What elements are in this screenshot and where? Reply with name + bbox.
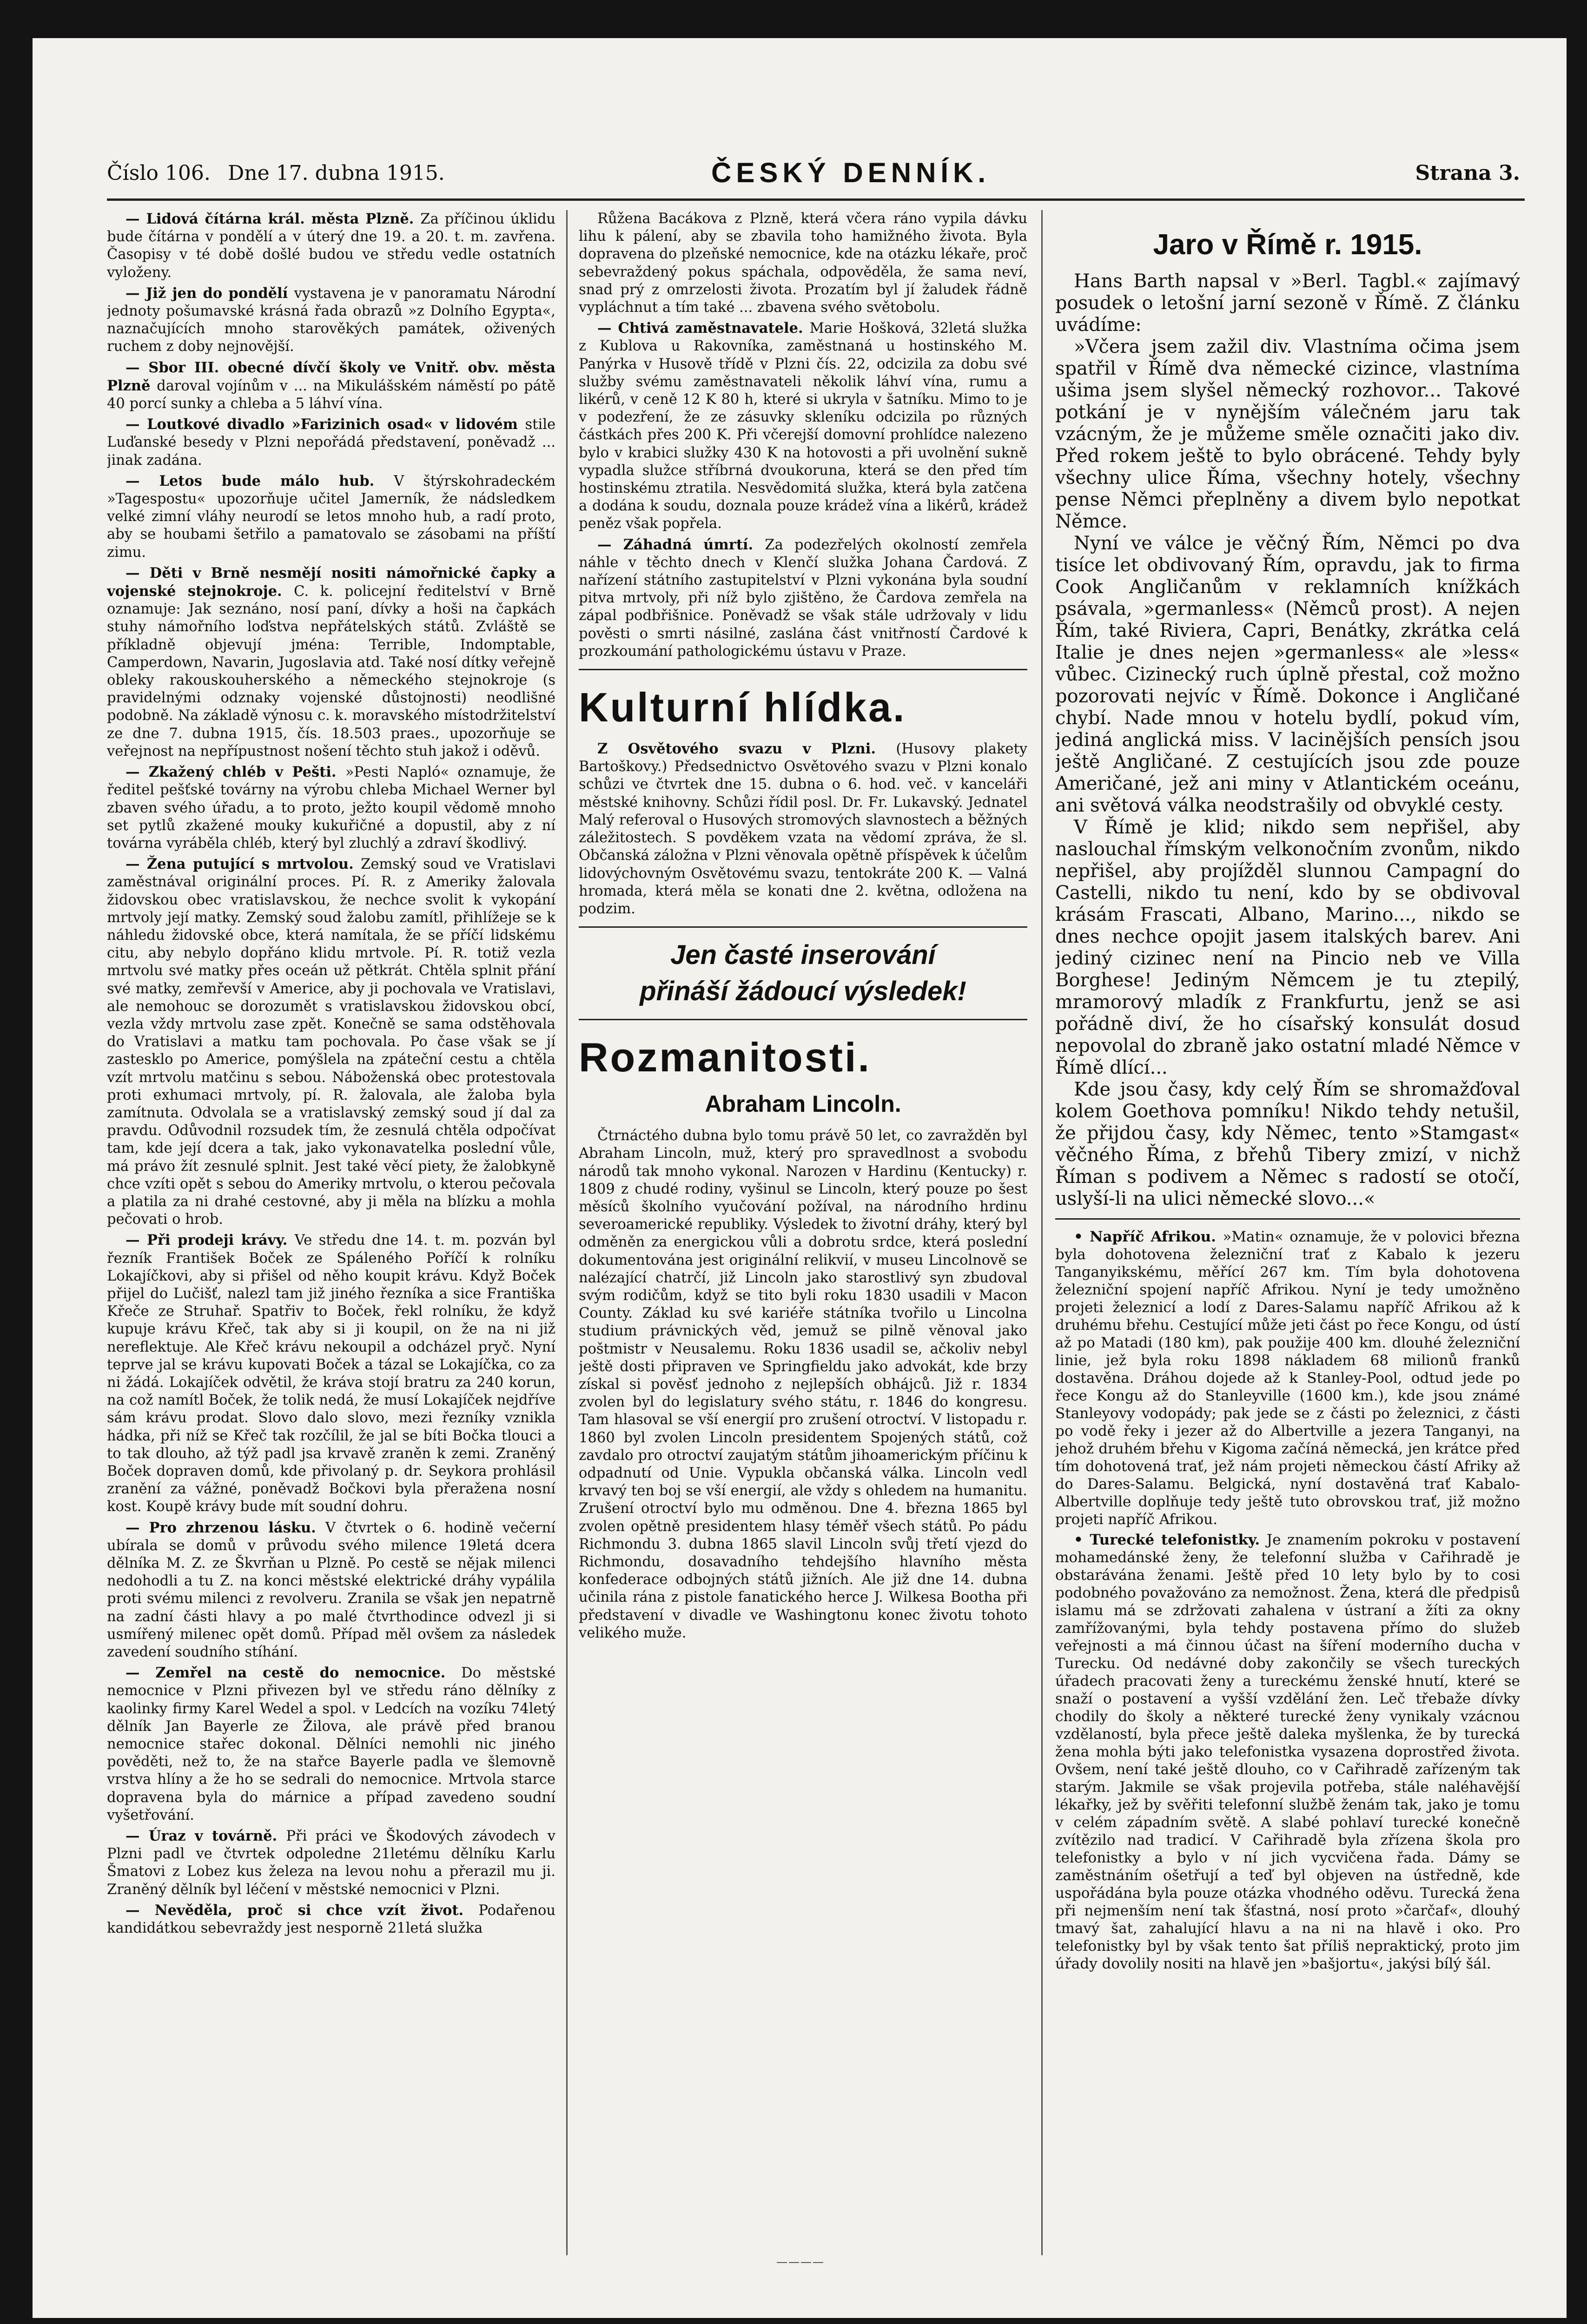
lincoln-article: Čtrnáctého dubna bylo tomu právě 50 let, co zavražděn byl Abraham Lincoln, muž, který pro spravedlnost a svobodu národů tak mnoho vykonal. Narozen v Hardinu (Kentucky) r. 1809 z chudé rodiny, vyšinul se Lincoln, který pouze po šest měsíců školního vyučování požíval, na národního hrdinu severoamerické republiky. Výsledek to životní dráhy, který byl odměněn za energickou vůli a dobrotu srdce, která poslední dokumentována jest originální relikvií, v museu Lincolnově se nalézající chatrčí, již Lincoln jako starostlivý syn zbudoval svým rodičům, když se tito byli roku 1830 usadili v Macon County. Základ ku své kariéře státníka tvořilo u Lincolna studium právnických věd, jemuž se pilně věnoval jako poštmistr v Neusalemu. Roku 1836 usadil se, ačkoliv nebyl ještě dosti připraven ve Springfieldu jako advokát, kde brzy získal si pověsť jednoho z nejlepších obhájců. Již r. 1834 zvolen byl do legislatury svého státu, r. 1846 do kongresu. Tam hlasoval se vší energií pro zrušení otroctví. V listopadu r. 1860 byl zvolen Lincoln presidentem Spojených států, což zavdalo pro otroctví zaujatým státům jihoamerickým příčinu k odpadnutí od Unie. Vypukla občanská válka. Lincoln vedl krvavý ten boj se vší energií, ale vždy s ohledem na humanitu. Zrušení otroctví bylo mu odměnou. Dne 4. března 1865 byl zvolen opětně presidentem hlasy téměř všech států. Po pádu Richmondu 3. dubna 1865 slavil Lincoln svůj třetí vjezd do Richmondu, dosavadního tehdejšího hlavního města konfederace odbojných států jižních. Ale již dne 14. dubna učinila rána z pistole fanatického herce J. Wilkesa Bootha při představení v divadle ve Washingtonu konec životu tohoto velikého muže. bbox=[579, 1128, 1027, 1641]
news-item-list bbox=[107, 210, 555, 1937]
divider bbox=[579, 669, 1027, 670]
news-item-text: Marie Hošková, 32letá služka z Kublova u Rakovníka, zaměstnaná u hostinského M. Panýrka v Husově třídě v Plzni čís. 22, odcizila za dobu své služby svému zaměstnavateli několik láhví vína, rumu a likérů, v ceně 12 K 80 h, které si ukryla v šatníku. Mimo to je v podezření, že ze zásuvky skleníku odcizila po různých částkách přes 200 K. Při včerejší domovní prohlídce nalezeno bylo v krabici služky 430 K na hotovosti a při uvolnění sukně vypadla služce stříbrná dvoukoruna, která se den před tím hostinskému ztratila. Nesvědomitá služka, která byla zatčena a dodána k soudu, doznala pouze krádež vína a likérů, krádež peněz však popřela. bbox=[579, 320, 1027, 532]
news-item-text: Je znamením pokroku v postavení mohamedánské ženy, že telefonní služba v Cařihradě je obstarávána ženami. Ještě před 10 lety bylo by to cosi podobného považováno za nemožnost. Žena, která dle předpisů islamu má se zdržovati zahalena v ústraní a žíti za okny zamřížovanými, byla tehdy postavena přímo do služeb veřejnosti a má činnou účast na šíření moderního ducha v Turecku. Od nedávné doby zakončily se všech tureckých úřadech pracovati ženy a tureckému ženské hnutí, které se snaží o postavení a vyšší vzdělání žen. Leč třebaže dívky chodily do školy a některé turecké ženy vynikaly vzácnou vzdělaností, byla přece ještě daleka myšlenka, že by turecká žena mohla býti jako telefonistka vysazena doprostřed života. Ovšem, není také ještě dlouho, co v Cařihradě zařízeným tak starým. Jakmile se však projevila potřeba, stále naléhavější lékařky, jež by svěřiti telefonní službě ženám tak, jako je tomu v celém západním světě. A slabé pohlaví turecké konečně zvítězilo nad tradicí. V Cařihradě byla zřízena škola pro telefonistky a bylo v ní jich vycvičena řada. Dámy se zaměstnáním ošetřují a teď byl objeven na ústředně, kde uspořádána byla pouze otázka vhodného oděvu. Turecká žena při nejmenším není tak šťastná, nosí proto »čarčaf«, dlouhý tmavý šat, zahalující hlavu a na ni na hlavě i oko. Pro telefonistky byl by však tento šat příliš nepraktický, proto jim úřady dovolily nositi na hlavě jen »bašjortu«, jakýsi bílý šál. bbox=[1055, 1532, 1520, 1972]
news-item-text: »Matin« oznamuje, že v polovici března byla dohotovena železniční trať z Kabalo k jezeru Tanganyikskému, měřící 267 km. Tím byla dohotovena železniční spojení napříč Afrikou. Nyní je tedy umožněno projeti železnicí a lodí z Dares-Salamu napříč Afrikou až k druhému břehu. Cestující může jeti část po řece Kongu, od ústí až po Matadi (180 km), pak použije 400 km. dlouhé železniční linie, jež byla roku 1898 nákladem 68 milionů franků dostavěna. Dráhou dojede až k Stanley-Pool, odtud jede po řece Kongu až do Stanleyville (1600 km.), kde jsou známé Stanleyovy vodopády; pak jede se z části po železnici, z části po vodě řeky i jezer až do Albertville a jezera Tanganyi, na jehož druhém břehu v Kigoma začíná německá, jen krátce před tím dohotovená trať, jež nám projeti německou částí Afriky až do Dares-Salamu. Belgická, nyní dostavěná trať Kabalo-Albertville doplňuje tedy ještě tuto obrovskou trať, již možno projeti napříč Afrikou. bbox=[1055, 1228, 1520, 1528]
advert-slogan bbox=[579, 937, 1027, 1010]
feature-paragraph: Nyní ve válce je věčný Řím, Němci po dva tisíce let obdivovaný Řím, opravdu, jak to firma Cook Angličanům v reklamních knížkách psávala, »germanless« (Němců prost). A nejen Řím, také Riviera, Capri, Benátky, zkrátka celá Italie je dnes nejen »germanless« ale »less« vůbec. Cizinecký ruch úplně přestal, což možno pozorovati nejvíc v Římě. Dokonce i Angličané chybí. Nade mnou v hotelu bydlí, pokud vím, jediná anglická miss. V lacinějších pensích jsou ještě Angličané. Z cestujících jsou zde pouze Američané, jež ani miny v Atlantickém oceánu, ani světová válka neodstrašily od obvyklé cesty. bbox=[1055, 533, 1520, 816]
news-item bbox=[107, 763, 555, 852]
issue-number: Číslo 106. bbox=[107, 161, 211, 185]
feature-headline: Jaro v Římě r. 1915. bbox=[1153, 229, 1422, 261]
feature-paragraph: V Římě je klid; nikdo sem nepřišel, aby naslouchal římským velkonočním zvonům, nikdo nepřišel, aby projížděl slunnou Campagní do Castelli, nikdo tu není, kdo by se obdivoval krásám Frascati, Albano, Marino..., nikdo se dnes nechce opojit jasem italských barev. Ani jediný cizinec není na Pincio neb ve Villa Borghese! Jediným Němcem je tu ztepilý, mramorový mladík z Frankfurtu, jenž se asi pořádně diví, že ho císařský konsulát dosud nepovolal do zbraně jako ostatní mladé Němce v Římě dlící... bbox=[1055, 817, 1520, 1078]
news-item-text: Podařenou kandidátkou sebevraždy jest nesporně 21letá služka bbox=[107, 1902, 555, 1937]
news-item-lead: — Zemřel na cestě do nemocnice. bbox=[126, 1664, 462, 1682]
news-item-lead: — Letos bude málo hub. bbox=[126, 472, 394, 489]
advert-slogan-line-1: Jen časté inserování bbox=[670, 940, 936, 971]
news-item-text: daroval vojínům v ... na Mikulášském náměstí po pátě 40 porcí sunky a chleba a 5 láhví vína. bbox=[107, 377, 555, 412]
column-local-news bbox=[107, 210, 555, 2255]
news-item-text: Do městské nemocnice v Plzni přivezen byl ve středu ráno dělníky z kaolinky firmy Karel Wedel a spol. v Ledcích na vozíku 74letý dělník Jan Bayerle ze Žilova, ale právě před branou nemocnice stařec dokonal. Dělníci nemohli nic jiného pověděti, než to, že na stařce Bayerle padla ve šlemovně vrstva hlíny a že ho se sedrali do nemocnice. Mrtvola starce dopravena byla do márnice a případ zavedeno soudní vyšetřování. bbox=[107, 1665, 555, 1823]
news-item-lead: — Sbor III. obecné dívčí školy ve Vnitř. obv. města Plzně bbox=[107, 359, 555, 394]
news-item bbox=[107, 416, 555, 469]
short-news-list bbox=[1055, 1228, 1520, 1973]
culture-banner: Kulturní hlídka. bbox=[579, 684, 906, 731]
news-item-lead: — Pro zhrzenou lásku. bbox=[126, 1519, 325, 1536]
news-item-text: V štýrskohradeckém »Tagespostu« upozorňuje učitel Jamerník, že nádsledkem velké zimní vláhy neurodí se letos mnoho hub, a radí proto, aby se houbami šetřilo a pamatovalo se zásobami na příští zimu. bbox=[107, 473, 555, 561]
news-item-text: Růžena Bacákova z Plzně, která včera ráno vypila dávku lihu k pálení, aby se zbavila toho hamižného života. Byla dopravena do plzeňské nemocnice, kde na otázku lékaře, proč sebevraždený pokus spáchala, odpověděla, že sama neví, snad prý z omrzelosti života. Prozatím byl jí žaludek řádně vypláchnut a tím také ... zbavena svého světobolu. bbox=[579, 211, 1027, 316]
newspaper-title: ČESKÝ DENNÍK. bbox=[711, 157, 991, 188]
misc-banner: Rozmanitosti. bbox=[579, 1034, 871, 1081]
news-item-lead: — Loutkové divadlo »Farizinich osad« v lidovém bbox=[126, 416, 525, 433]
news-item bbox=[107, 1901, 555, 1937]
news-item-lead: — Děti v Brně nesmějí nositi námořnické čapky a vojenské stejnokroje. bbox=[107, 564, 555, 600]
news-item-text: Zemský soud ve Vratislavi zaměstnával originální proces. Pí. R. z Ameriky žalovala židovskou obec vratislavskou, že nechce svolit k vykopání mrtvoly její matky. Zemský soud žalobu zamítl, přihlížeje se k náhledu židovské obce, která namítala, že se příčí lidskému citu, aby nebylo dopřáno klidu mrtvole. Pí. R. totiž vezla mrtvolu své matky přes oceán už pětkrát. Chtěla splnit přání své matky, zemřevší v Americe, aby ji pochovala ve Vratislavi, ale nemohouc se dorozumět s vratislavskou židovskou obcí, vezla vždy mrtvolu zase zpět. Konečně se sama odstěhovala do Vratislavi a matku tam pochovala. Po čase však se jí zastesklo po Americe, pomýšlela na zpáteční cestu a chtěla vzít mrtvolu matčinu s sebou. Náboženská obec protestovala proti exhumaci mrtvoly, pí. R. žalovala, ale žaloba byla zamítnuta. Odvolala se a vratislavský zemský soud jí dal za pravdu. Odůvodnil rozsudek tím, že zesnulá chtěla odpočívat tam, kde její dcera a tak, jako vykonavatelka poslední vůle, má právo žít zesnulé splnit. Jest také věcí piety, že žalobkyně chce vzíti opět s sebou do Ameriky mrtvolu, o kterou pečovala a platila za ni drahé cestovné, aby ji měla na blízku a mohla pečovati o hrob. bbox=[107, 856, 555, 1228]
news-item-lead: — Úraz v továrně. bbox=[126, 1828, 286, 1845]
column-feature bbox=[1055, 210, 1520, 2255]
news-item bbox=[107, 855, 555, 1228]
news-item-text: Při práci ve Škodových závodech v Plzni padl ve čtvrtek odpoledne 21letému dělníku Karlu Šmatovi z Lobez kus železa na levou nohu a přerazil mu ji. Zraněný dělník byl léčení v městské nemocnici v Plzni. bbox=[107, 1828, 555, 1898]
news-item bbox=[1055, 1228, 1520, 1528]
news-item bbox=[107, 1827, 555, 1899]
news-item-lead: — Lidová čítárna král. města Plzně. bbox=[126, 211, 421, 227]
news-item bbox=[107, 564, 555, 760]
news-item-lead: — Žena putující s mrtvolou. bbox=[126, 856, 361, 873]
news-item bbox=[107, 472, 555, 561]
news-item bbox=[107, 1519, 555, 1662]
news-item bbox=[579, 319, 1027, 533]
news-item-text: (Husovy plakety Bartoškovy.) Předsednictvo Osvětového svazu v Plzni konalo schůzi ve čtvrtek dne 15. dubna o 6. hod. več. v kanceláři městské knihovny. Schůzi řídil posl. Dr. Fr. Lukavský. Jednatel Malý referoval o Husových stromových slavnostech a běžných záležitostech. S povděkem vzata na vědomí zpráva, že sl. Občanská záložna v Plzni věnovala opětně příspěvek k účelům lidovýchovným Osvětovému svazu, tentokráte 200 K. — Valná hromada, která měla se konati dne 2. května, odložena na podzim. bbox=[579, 741, 1027, 917]
masthead bbox=[107, 152, 1520, 194]
feature-paragraph: »Včera jsem zažil div. Vlastníma očima jsem spatřil v Římě dva německé cizince, vlastníma ušima jsem slyšel německý rozhovor... Takové potkání je v nynějším válečném jaru tak vzácným, že je můžeme směle označiti jako div. Před rokem ještě to bylo obrácené. Tehdy byly všechny ulice Říma, všechny hotely, všechny pense Němci přeplněny a divem bylo nepotkat Němce. bbox=[1055, 336, 1520, 532]
news-item bbox=[107, 1664, 555, 1824]
closing-ornament: ———— bbox=[776, 2255, 825, 2268]
divider bbox=[1055, 1218, 1520, 1220]
news-item-list bbox=[579, 210, 1027, 660]
news-item-lead: • Turecké telefonistky. bbox=[1074, 1532, 1267, 1548]
header-rule bbox=[107, 198, 1525, 201]
feature-body bbox=[1055, 336, 1520, 1210]
news-item-lead: — Při prodeji krávy. bbox=[126, 1232, 295, 1249]
news-item-text: Ve středu dne 14. t. m. pozván byl řezník František Boček ze Spáleného Poříčí k rolníku Lokajíčkovi, aby si přišel od něho koupit krávu. Když Boček přijel do Lučišť, nalezl tam již jiného řezníka a sice Františka Křeče ze Struhař. Spatřiv to Boček, řekl rolníku, že když kupuje krávu Křeč, tak aby si ji koupil, on že na ni již nereflektuje. Ale Křeč krávu nekoupil a odcházel pryč. Nyní teprve jal se krávu kupovati Boček a tázal se Lokajíčka, co za ni žádá. Lokajíček odvětil, že kráva stojí bratru za 240 korun, na což namítl Boček, že tolik nedá, že musí Lokajíček nejdříve sám krávu prodat. Slovo dalo slovo, mezi řezníky vznikla hádka, při níž se Křeč tak rozčílil, že jal se bíti Bočka tlouci a to tak dlouho, až týž padl jsa krvavě zraněn k zemi. Zraněný Boček dopraven domů, kde přivolaný p. dr. Seykora prohlásil zranění za vážné, poněvadž Bočkovi byla přeražena nosní kost. Koupě krávy bude mít soudní dohru. bbox=[107, 1232, 555, 1515]
column-culture-misc bbox=[579, 210, 1027, 2255]
news-item bbox=[579, 536, 1027, 660]
news-item-lead: — Chtivá zaměstnavatele. bbox=[597, 320, 810, 337]
news-item bbox=[107, 1231, 555, 1516]
news-item-text: »Pesti Napló« oznamuje, že ředitel pešťské továrny na výrobu chleba Michael Werner byl zbaven svého úřadu, a to proto, ježto koupil vědomě mnoho set pytlů zkažené mouky kukuřičné a dopustil, aby z ní továrna vyráběla chléb, který byl zluchlý a zdraví škodlivý. bbox=[107, 764, 555, 852]
issue-date: Dne 17. dubna 1915. bbox=[228, 161, 445, 185]
lincoln-headline: Abraham Lincoln. bbox=[705, 1091, 901, 1117]
divider bbox=[579, 926, 1027, 928]
news-item bbox=[107, 284, 555, 356]
news-item bbox=[1055, 1531, 1520, 1973]
news-item-text: V čtvrtek o 6. hodině večerní ubírala se domů v průvodu svého milence 19letá dcera dělníka M. Z. ze Škvrňan u Plzně. Po cestě se nějak milenci nedohodli a tu Z. na konci městské elektrické dráhy vypálila proti svému milenci z revolveru. Zranila se však jen nepatrně na zadní části hlavy a po malé čtvrthodince odvezl ji si usmířený milenec opět domů. Případ měl ovšem za následek zavedení soudního stíhání. bbox=[107, 1519, 555, 1661]
feature-paragraph: Kde jsou časy, kdy celý Řím se shromažďoval kolem Goethova pomníku! Nikdo tehdy netušil, že přijdou časy, kdy Němec, tento »Stamgast« věčného Říma, z břehů Tibery zmizí, v nichž Říman s podivem a Němec s radostí se otočí, uslyší-li na ulici německé slovo...« bbox=[1055, 1079, 1520, 1209]
divider bbox=[579, 1019, 1027, 1020]
news-item-text: stile Luďanské besedy v Plzni nepořádá představení, poněvadž ... jinak zadána. bbox=[107, 416, 555, 469]
news-item bbox=[107, 210, 555, 282]
news-item-lead: — Záhadná úmrtí. bbox=[597, 536, 765, 553]
news-item-lead: — Nevěděla, proč si chce vzít život. bbox=[126, 1901, 479, 1919]
column-divider bbox=[566, 210, 568, 2255]
news-item-lead: — Již jen do pondělí bbox=[126, 284, 294, 302]
news-item bbox=[579, 210, 1027, 317]
news-item-lead: Z Osvětového svazu v Plzni. bbox=[597, 740, 896, 758]
news-item-text: Za podezřelých okolností zemřela náhle v těchto dnech v Klenčí služka Johana Čardová. Z nařízení státního zastupitelství v Plzni vykonána byla soudní pitva mrtvoly, při níž bylo zjištěno, že Čardova zemřela na zápal podbřišnice. Poněvadž se však stále udržovaly v lidu pověsti o smrti násilné, zaslána část vnitřností Čardové k prozkoumání pathologickému ústavu v Praze. bbox=[579, 536, 1027, 660]
news-item bbox=[579, 740, 1027, 918]
news-item-lead: • Napříč Afrikou. bbox=[1074, 1228, 1223, 1245]
feature-intro: Hans Barth napsal v »Berl. Tagbl.« zajímavý posudek o letošní jarní sezoně v Římě. Z článku uvádíme: bbox=[1055, 271, 1520, 336]
news-item-lead: — Zkažený chléb v Pešti. bbox=[126, 764, 345, 781]
page-number: Strana 3. bbox=[1415, 161, 1520, 185]
news-item-text: C. k. policejní ředitelství v Brně oznamuje: Jak seznáno, nosí paní, dívky a hoši na čapkách stuhy námořního loďstva nepřátelských států. Zvláště se příkladně objevují jména: Terrible, Indomptable, Camperdown, Navarin, Jugoslavia atd. Také nosí dítky veřejně obleky rakouskouherského a německého stejnokroje (s pravidelnými odznaky vojenské důstojnosti) neodlišné podobně. Na základě výnosu c. k. moravského místodržitelství ze dne 7. dubna 1915, čís. 18.503 praes., upozorňuje se veřejnost na nepřípustnost nošení těchto stuh jakož i oděvů. bbox=[107, 583, 555, 759]
advert-slogan-line-2: přináší žádoucí výsledek! bbox=[640, 976, 966, 1007]
newspaper-page bbox=[33, 38, 1567, 2318]
news-item bbox=[107, 359, 555, 413]
column-divider bbox=[1041, 210, 1043, 2255]
news-item-text: Za příčinou úklidu bude čítárna v pondělí a v úterý dne 19. a 20. t. m. zavřena. Časopisy v té době došlé budou ve středu vedle ostatních vyloženy. bbox=[107, 211, 555, 281]
news-item-text: vystavena je v panoramatu Národní jednoty pošumavské krásná řada obrazů »z Dolního Egypta«, naznačujících mnoho starověkých památek, oživených ruchem z doby nejnovější. bbox=[107, 285, 555, 355]
culture-list bbox=[579, 740, 1027, 918]
